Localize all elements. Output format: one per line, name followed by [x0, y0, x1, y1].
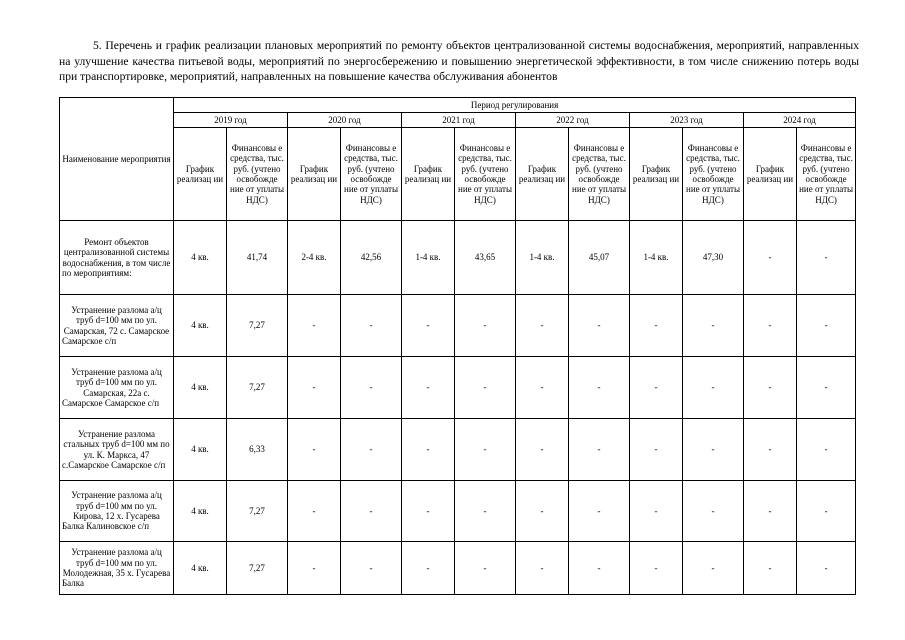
schedule-cell: -	[288, 542, 341, 595]
schedule-cell: -	[630, 542, 683, 595]
schedule-cell: -	[744, 357, 797, 419]
schedule-cell: -	[630, 481, 683, 542]
schedule-cell: 4 кв.	[174, 221, 227, 295]
finance-cell: 43,65	[455, 221, 516, 295]
finance-cell: -	[683, 295, 744, 357]
schedule-header: График реализац ии	[288, 128, 341, 221]
year-header: 2019 год	[174, 113, 288, 128]
finance-cell: 7,27	[227, 481, 288, 542]
schedule-cell: -	[288, 481, 341, 542]
schedule-cell: -	[516, 295, 569, 357]
schedule-cell: 1-4 кв.	[402, 221, 455, 295]
schedule-cell: 4 кв.	[174, 419, 227, 481]
schedule-cell: -	[402, 542, 455, 595]
finance-cell: 7,27	[227, 542, 288, 595]
table-row	[60, 221, 856, 295]
name-column-header: Наименование мероприятия	[60, 98, 174, 221]
schedule-cell: -	[744, 221, 797, 295]
schedule-cell: -	[744, 295, 797, 357]
finance-cell: 7,27	[227, 295, 288, 357]
schedule-cell: -	[630, 419, 683, 481]
plan-table	[59, 97, 856, 595]
finance-cell: -	[569, 295, 630, 357]
schedule-cell: -	[516, 357, 569, 419]
year-header: 2021 год	[402, 113, 516, 128]
finance-header: Финансовы е средства, тыс. руб. (учтено освобожде ние от уплаты НДС)	[455, 128, 516, 221]
schedule-cell: -	[516, 542, 569, 595]
schedule-cell: -	[402, 295, 455, 357]
schedule-cell: -	[630, 295, 683, 357]
year-header: 2024 год	[744, 113, 856, 128]
finance-cell: -	[455, 419, 516, 481]
schedule-header: График реализац ии	[744, 128, 797, 221]
year-header: 2020 год	[288, 113, 402, 128]
finance-cell: 7,27	[227, 357, 288, 419]
schedule-cell: -	[744, 419, 797, 481]
schedule-header: График реализац ии	[516, 128, 569, 221]
finance-cell: -	[341, 295, 402, 357]
schedule-cell: 1-4 кв.	[516, 221, 569, 295]
activity-name: Устранение разлома а/ц труб d=100 мм по ул. Молодежная, 35 х. Гусарева Балка	[60, 542, 174, 595]
finance-cell: -	[797, 542, 856, 595]
finance-cell: 6,33	[227, 419, 288, 481]
schedule-cell: 4 кв.	[174, 542, 227, 595]
finance-cell: -	[569, 357, 630, 419]
finance-cell: -	[341, 542, 402, 595]
activity-name: Устранение разлома стальных труб d=100 мм по ул. К. Маркса, 47 с.Самарское Самарское с/п	[60, 419, 174, 481]
finance-header: Финансовы е средства, тыс. руб. (учтено освобожде ние от уплаты НДС)	[569, 128, 630, 221]
finance-cell: -	[797, 295, 856, 357]
finance-cell: -	[455, 357, 516, 419]
finance-cell: -	[683, 419, 744, 481]
activity-name: Устранение разлома а/ц труб d=100 мм по ул. Кирова, 12 х. Гусарева Балка Калиновское с/п	[60, 481, 174, 542]
activity-name: Устранение разлома а/ц труб d=100 мм по ул. Самарская, 22а с. Самарское Самарское с/п	[60, 357, 174, 419]
schedule-header: График реализац ии	[402, 128, 455, 221]
schedule-header: График реализац ии	[630, 128, 683, 221]
schedule-cell: -	[744, 481, 797, 542]
finance-header: Финансовы е средства, тыс. руб. (учтено освобожде ние от уплаты НДС)	[341, 128, 402, 221]
table-row	[60, 542, 856, 595]
finance-cell: 42,56	[341, 221, 402, 295]
finance-cell: -	[683, 542, 744, 595]
finance-cell: -	[683, 481, 744, 542]
finance-cell: -	[797, 481, 856, 542]
finance-cell: -	[569, 481, 630, 542]
schedule-cell: -	[402, 357, 455, 419]
finance-cell: 41,74	[227, 221, 288, 295]
column-header-row	[60, 128, 856, 221]
finance-cell: -	[797, 419, 856, 481]
finance-header: Финансовы е средства, тыс. руб. (учтено освобожде ние от уплаты НДС)	[797, 128, 856, 221]
schedule-cell: -	[402, 481, 455, 542]
finance-cell: -	[797, 357, 856, 419]
schedule-cell: -	[630, 357, 683, 419]
schedule-cell: -	[402, 419, 455, 481]
year-header-row	[60, 113, 856, 128]
schedule-cell: 2-4 кв.	[288, 221, 341, 295]
finance-cell: 45,07	[569, 221, 630, 295]
finance-cell: -	[455, 295, 516, 357]
table-row	[60, 481, 856, 542]
period-header: Период регулирования	[174, 98, 856, 113]
finance-header: Финансовы е средства, тыс. руб. (учтено освобожде ние от уплаты НДС)	[683, 128, 744, 221]
schedule-cell: -	[288, 419, 341, 481]
schedule-header: График реализац ии	[174, 128, 227, 221]
schedule-cell: 4 кв.	[174, 357, 227, 419]
schedule-cell: 4 кв.	[174, 481, 227, 542]
finance-cell: -	[569, 419, 630, 481]
period-header-row	[60, 98, 856, 113]
schedule-cell: -	[288, 295, 341, 357]
activity-name: Устранение разлома а/ц труб d=100 мм по ул. Самарская, 72 с. Самарское Самарское с/п	[60, 295, 174, 357]
section-heading: 5. Перечень и график реализации плановых мероприятий по ремонту объектов централизованной системы водоснабжения, мероприятий, направленных на улучшение качества питьевой воды, мероприятий по энергосбережению и повышению энергетической эффективности, в том числе снижению потерь воды при транспортировке, мероприятий, направленных на повышение качества обслуживания абонентов	[59, 39, 859, 83]
finance-cell: -	[683, 357, 744, 419]
activity-name: Ремонт объектов централизованной системы водоснабжения, в том числе по мероприятиям:	[60, 221, 174, 295]
finance-cell: -	[341, 419, 402, 481]
table-row	[60, 419, 856, 481]
schedule-cell: -	[288, 357, 341, 419]
schedule-cell: -	[516, 481, 569, 542]
schedule-cell: 4 кв.	[174, 295, 227, 357]
schedule-cell: -	[744, 542, 797, 595]
schedule-cell: 1-4 кв.	[630, 221, 683, 295]
finance-cell: -	[455, 481, 516, 542]
year-header: 2022 год	[516, 113, 630, 128]
finance-cell: -	[341, 357, 402, 419]
finance-cell: 47,30	[683, 221, 744, 295]
finance-cell: -	[341, 481, 402, 542]
finance-cell: -	[455, 542, 516, 595]
table-row	[60, 357, 856, 419]
finance-cell: -	[797, 221, 856, 295]
year-header: 2023 год	[630, 113, 744, 128]
finance-cell: -	[569, 542, 630, 595]
schedule-cell: -	[516, 419, 569, 481]
table-row	[60, 295, 856, 357]
finance-header: Финансовы е средства, тыс. руб. (учтено освобожде ние от уплаты НДС)	[227, 128, 288, 221]
